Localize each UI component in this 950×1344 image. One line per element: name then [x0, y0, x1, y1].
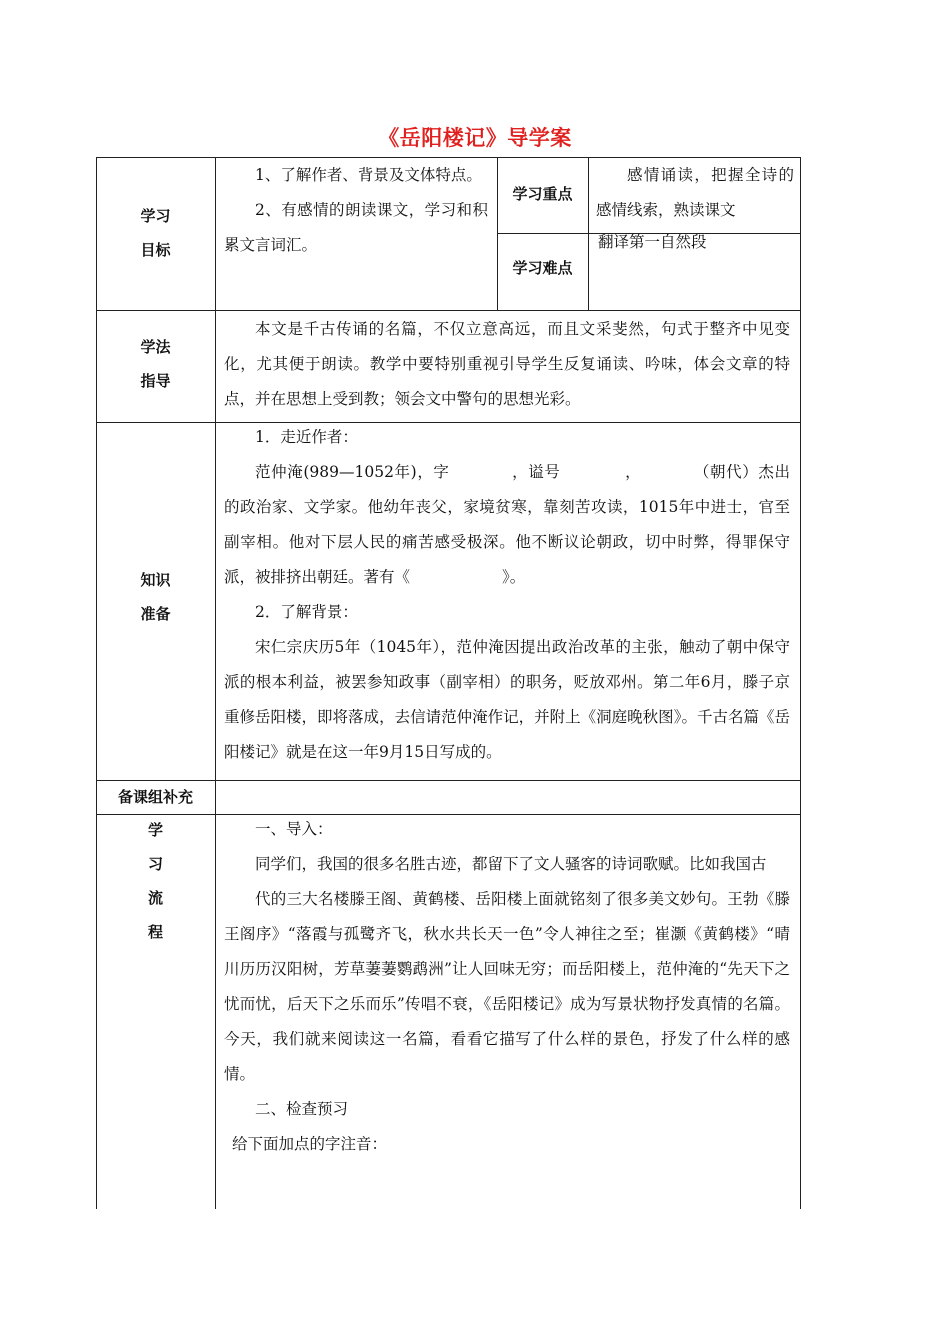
col-border-right [800, 157, 801, 1209]
col-border-left [96, 157, 97, 1209]
process-heading-intro: 一、导入： [255, 820, 333, 838]
objective-item-1: 1、了解作者、背景及文体特点。 [255, 166, 482, 184]
process-heading-preview: 二、检查预习 [255, 1100, 349, 1118]
process-content [224, 812, 790, 1162]
study-guide-table [96, 157, 801, 1209]
knowledge-heading-background: 2．了解背景： [255, 603, 358, 621]
process-intro-paragraph-2: 代的三大名楼滕王阁、黄鹤楼、岳阳楼上面就铭刻了很多美文妙句。王勃《滕王阁序》“落霞与孤鹭齐飞，秋水共长天一色”令人神往之至；崔灏《黄鹤楼》“晴川历历汉阳树，芳草萋萋鹦鹉洲”让人回味无穷；而岳阳楼上，范仲淹的“先天下之忧而忧，后天下之乐而乐”传唱不衰，《岳阳楼记》成为写景状物抒发真情的名篇。今天，我们就来阅读这一名篇，看看它描写了什么样的景色，抒发了什么样的感情。 [224, 890, 790, 1083]
col-border-focus-label [588, 157, 589, 310]
method-label: 学法 指导 [140, 338, 171, 390]
process-label: 学 习 流 程 [147, 821, 163, 941]
objectives-content [224, 158, 488, 263]
objective-item-2: 2、有感情的朗读课文，学习和积累文言词汇。 [224, 201, 488, 254]
process-preview-instruction: 给下面加点的字注音： [232, 1135, 388, 1153]
method-content: 本文是千古传诵的名篇，不仅立意高远，而且文采斐然，句式于整齐中见变化，尤其便于朗读。教学中要特别重视引导学生反复诵读、吟味，体会文章的特点，并在思想上受到教；领会文中警句的思想光彩。 [224, 320, 790, 408]
page-title: 《岳阳楼记》导学案 [378, 126, 572, 150]
difficulty-content: 翻译第一自然段 [598, 233, 707, 251]
focus-label: 学习重点 [512, 185, 573, 203]
knowledge-label: 知识 准备 [140, 571, 171, 623]
knowledge-content [224, 420, 790, 770]
focus-content: 感情诵读，把握全诗的感情线索，熟读课文 [596, 166, 794, 219]
difficulty-label: 学习难点 [512, 259, 573, 277]
row-border-objectives [96, 310, 801, 311]
col-border-label [215, 157, 216, 1209]
process-intro-paragraph-1: 同学们，我国的很多名胜古迹，都留下了文人骚客的诗词歌赋。比如我国古 [255, 855, 767, 873]
supplement-label: 备课组补充 [117, 788, 193, 806]
knowledge-author-paragraph: 范仲淹(989—1052年)，字 ，谥号 ， （朝代）杰出的政治家、文学家。他幼年丧父，家境贫寒，靠刻苦攻读，1015年中进士，官至副宰相。他对下层人民的痛苦感受极深。他不断议论朝政，切中时弊，得罪保守派，被排挤出朝廷。著有《 》。 [224, 463, 790, 586]
knowledge-background-paragraph: 宋仁宗庆历5年（1045年），范仲淹因提出政治改革的主张，触动了朝中保守派的根本利益，被罢参知政事（副宰相）的职务，贬放邓州。第二年6月，滕子京重修岳阳楼，即将落成，去信请范仲淹作记，并附上《洞庭晚秋图》。千古名篇《岳阳楼记》就是在这一年9月15日写成的。 [224, 638, 790, 761]
knowledge-heading-author: 1．走近作者： [255, 428, 358, 446]
objectives-label: 学习 目标 [140, 207, 171, 259]
